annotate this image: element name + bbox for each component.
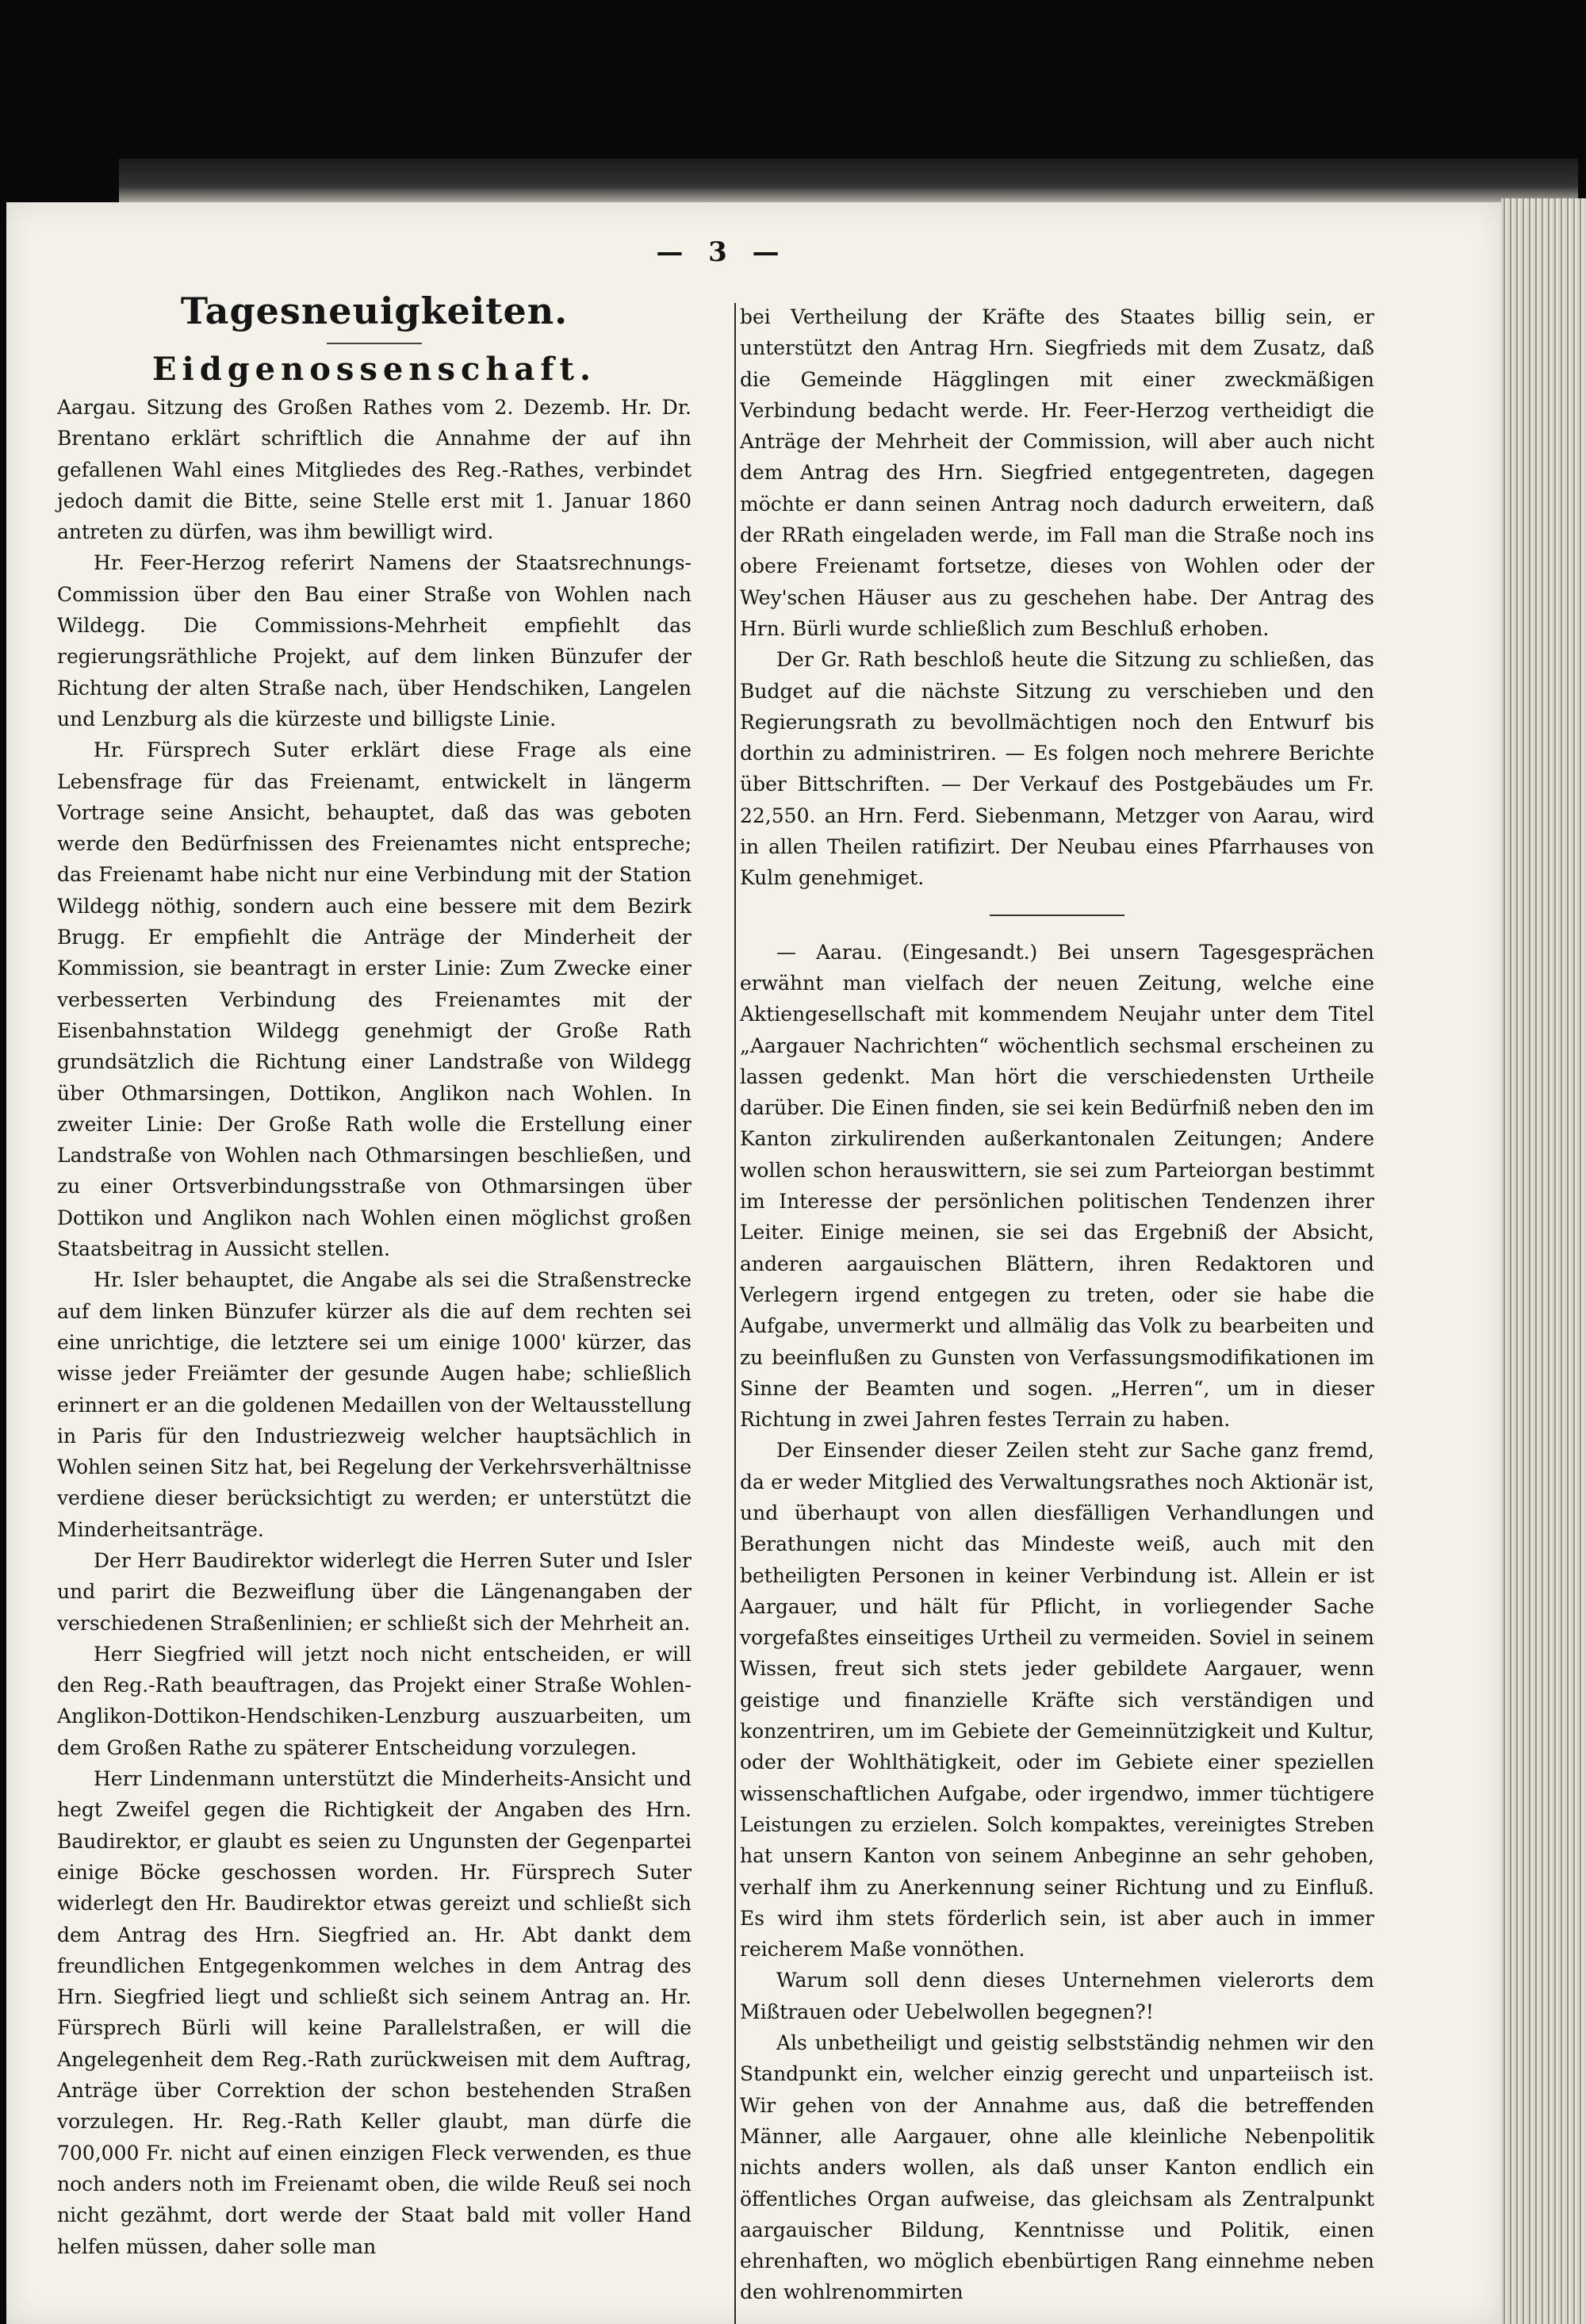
article-paragraph: Herr Lindenmann unterstützt die Minderheits-Ansicht und hegt Zweifel gegen die Richtigkeit der Angaben des Hrn. Baudirektor, er glaubt es seien zu Ungunsten der Gegenpartei einige Böcke geschossen worden. Hr. Fürsprech Suter widerlegt den Hr. Baudirektor etwas gereizt und schließt sich dem Antrag des Hrn. Siegfried an. Hr. Abt dankt dem freundlichen Entgegenkommen welches in dem Antrag des Hrn. Siegfried liegt und schließt sich seinem Antrag an. Hr. Fürsprech Bürli will keine Parallelstraßen, er will die Angelegenheit dem Reg.-Rath zurückweisen mit dem Auftrag, Anträge über Correktion der schon bestehenden Straßen vorzulegen. Hr. Reg.-Rath Keller glaubt, man dürfe die 700,000 Fr. nicht auf einen einzigen Fleck verwenden, es thue noch anders noth im Freienamt oben, die wilde Reuß sei noch nicht gezähmt, dort werde der Staat bald mit voller Hand helfen müssen, daher solle man xyxy=(57,1767,691,2258)
column-divider xyxy=(734,303,736,2324)
article-paragraph: Als unbetheiligt und geistig selbstständig nehmen wir den Standpunkt ein, welcher einzig gerecht und unparteiisch ist. Wir gehen von der Annahme aus, daß die betreffenden Männer, alle Aargauer, ohne alle kleinliche Nebenpolitik nichts anders wollen, als daß unser Kanton endlich ein öffentliches Organ aufweise, das gleichsam als Zentralpunkt aargauischer Bildung, Kenntnisse und Politik, einen ehrenhaften, wo möglich ebenbürtigen Rang einnehme neben den wohlrenommirten xyxy=(740,2031,1374,2304)
article-paragraph: Hr. Isler behauptet, die Angabe als sei die Straßenstrecke auf dem linken Bünzufer kürzer als die auf dem rechten sei eine unrichtige, die letztere sei um einige 1000' kürzer, das wisse jeder Freiämter der gesunde Augen habe; schließlich erinnert er an die goldenen Medaillen von der Weltausstellung in Paris für den Industriezweig welcher hauptsächlich in Wohlen seinen Sitz hat, bei Regelung der Verkehrsverhältnisse verdiene dieser berücksichtigt zu werden; er unterstützt die Minderheitsanträge. xyxy=(57,1268,691,1541)
section-heading: Eidgenossenschaft. xyxy=(152,351,596,388)
article-paragraph: Der Gr. Rath beschloß heute die Sitzung zu schließen, das Budget auf die nächste Sitzung zu verschieben und den Regierungsrath zu bevollmächtigen noch den Entwurf bis dorthin zu administriren. — Es folgen noch mehrere Berichte über Bittschriften. — Der Verkauf des Postgebäudes um Fr. 22,550. an Hrn. Ferd. Siebenmann, Metzger von Aarau, wird in allen Theilen ratifizirt. Der Neubau eines Pfarrhauses von Kulm genehmiget. xyxy=(740,648,1374,890)
masthead-underline xyxy=(327,343,422,344)
book-page-edges xyxy=(1501,198,1586,2324)
article-paragraph: Warum soll denn dieses Unternehmen vielerorts dem Mißtrauen oder Uebelwollen begegnen?! xyxy=(740,1969,1374,2023)
right-column xyxy=(740,301,1374,2308)
article-paragraph: Der Einsender dieser Zeilen steht zur Sache ganz fremd, da er weder Mitglied des Verwaltungsrathes noch Aktionär ist, und überhaupt von allen diesfälligen Verhandlungen und Berathungen nicht das Mindeste weiß, auch mit den betheiligten Personen in keiner Verbindung ist. Allein er ist Aargauer, und hält für Pflicht, in vorliegender Sache vorgefaßtes einseitiges Urtheil zu vermeiden. Soviel in seinem Wissen, freut sich stets jeder gebildete Aargauer, wenn geistige und finanzielle Kräfte sich verständigen und konzentriren, um im Gebiete der Gemeinnützigkeit und Kultur, oder der Wohlthätigkeit, oder im Gebiete einer speziellen wissenschaftlichen Aufgabe, oder irgendwo, immer tüchtigere Leistungen zu erzielen. Solch kompaktes, vereinigtes Streben hat unsern Kanton von seinem Anbeginne an sehr gehoben, verhalf ihm zu Anerkennung seiner Richtung und zu Einfluß. Es wird ihm stets förderlich sein, ist aber auch in immer reicherem Maße vonnöthen. xyxy=(740,1439,1374,1962)
article-paragraph: Der Herr Baudirektor widerlegt die Herren Suter und Isler und parirt die Bezweiflung über die Längenangaben der verschiedenen Straßenlinien; er schließt sich der Mehrheit an. xyxy=(57,1548,691,1635)
article-paragraph: Hr. Fürsprech Suter erklärt diese Frage als eine Lebensfrage für das Freienamt, entwickelt in längerm Vortrage seine Ansicht, behauptet, daß das was geboten werde den Bedürfnissen des Freienamtes nicht entspreche; das Freienamt habe nicht nur eine Verbindung mit der Station Wildegg nöthig, sondern auch eine bessere mit dem Bezirk Brugg. Er empfiehlt die Anträge der Minderheit der Kommission, sie beantragt in erster Linie: Zum Zwecke einer verbesserten Verbindung des Freienamtes mit der Eisenbahnstation Wildegg genehmigt der Große Rath grundsätzlich die Richtung einer Landstraße von Wildegg über Othmarsingen, Dottikon, Anglikon nach Wohlen. In zweiter Linie: Der Große Rath wolle die Erstellung einer Landstraße von Wohlen nach Othmarsingen beschließen, und zu einer Ortsverbindungsstraße von Othmarsingen über Dottikon und Anglikon nach Wohlen einen möglichst großen Staatsbeitrag in Aussicht stellen. xyxy=(57,738,691,1261)
book-top-edge xyxy=(119,159,1578,205)
left-column xyxy=(57,287,691,2262)
article-paragraph: Hr. Feer-Herzog referirt Namens der Staatsrechnungs-Commission über den Bau einer Straße von Wohlen nach Wildegg. Die Commissions-Mehrheit empfiehlt das regierungsräthliche Projekt, auf dem linken Bünzufer der Richtung der alten Straße nach, über Hendschiken, Langelen und Lenzburg als die kürzeste und billigste Linie. xyxy=(57,551,691,731)
article-paragraph: — Aarau. (Eingesandt.) Bei unsern Tagesgesprächen erwähnt man vielfach der neuen Zeitung, welche eine Aktiengesellschaft mit kommendem Neujahr unter dem Titel „Aargauer Nachrichten“ wöchentlich sechsmal erscheinen zu lassen gedenkt. Man hört die verschiedensten Urtheile darüber. Die Einen finden, sie sei kein Bedürfniß neben den im Kanton zirkulirenden außerkantonalen Zeitungen; Andere wollen schon herauswittern, sie sei zum Parteiorgan bestimmt im Interesse der persönlichen politischen Tendenzen ihrer Leiter. Einige meinen, sie sei das Ergebniß der Absicht, anderen aargauischen Blättern, ihren Redaktoren und Verlegern irgend entgegen zu treten, oder sie habe die Aufgabe, unvermerkt und allmälig das Volk zu bearbeiten und zu beeinflußen zu Gunsten von Verfassungsmodifikationen im Sinne der Beamten und sogen. „Herren“, um in dieser Richtung in zwei Jahren festes Terrain zu haben. xyxy=(740,940,1374,1432)
page-number: — 3 — xyxy=(656,236,787,268)
article-paragraph: Herr Siegfried will jetzt noch nicht entscheiden, er will den Reg.-Rath beauftragen, das Projekt einer Straße Wohlen-Anglikon-Dottikon-Hendschiken-Lenzburg auszuarbeiten, um dem Großen Rathe zu späterer Entscheidung vorzulegen. xyxy=(57,1642,691,1759)
article-paragraph: bei Vertheilung der Kräfte des Staates billig sein, er unterstützt den Antrag Hrn. Siegfrieds mit dem Zusatz, daß die Gemeinde Hägglingen mit einer zweckmäßigen Verbindung bedacht werde. Hr. Feer-Herzog vertheidigt die Anträge der Mehrheit der Commission, will aber auch nicht dem Antrag des Hrn. Siegfried entgegentreten, dagegen möchte er dann seinen Antrag noch dadurch erweitern, daß der RRath eingeladen werde, im Fall man die Straße noch ins obere Freienamt fortsetze, dieses von Wohlen oder der Wey'schen Häuser aus zu geschehen habe. Der Antrag des Hrn. Bürli wurde schließlich zum Beschluß erhoben. xyxy=(740,305,1374,640)
section-rule xyxy=(990,915,1124,916)
article-paragraph: Aargau. Sitzung des Großen Rathes vom 2. Dezemb. Hr. Dr. Brentano erklärt schriftlich die Annahme der auf ihn gefallenen Wahl eines Mitgliedes des Reg.-Rathes, verbindet jedoch damit die Bitte, seine Stelle erst mit 1. Januar 1860 antreten zu dürfen, was ihm bewilligt wird. xyxy=(57,396,691,544)
masthead-title: Tagesneuigkeiten. xyxy=(180,290,569,332)
